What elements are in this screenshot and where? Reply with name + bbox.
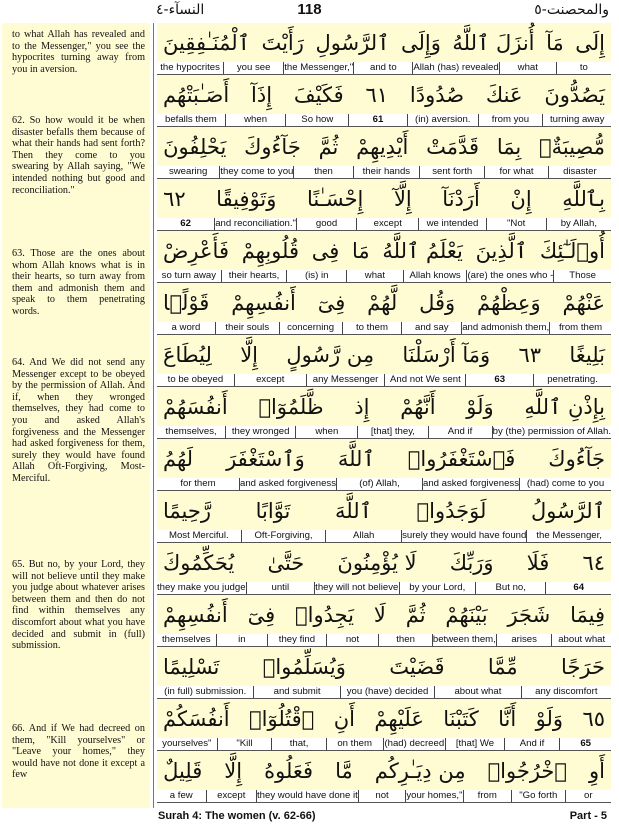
arabic-word: ٱخْرُجُوا۟ [487,758,568,783]
gloss-cell: and say [402,322,462,334]
arabic-word: فِىٓ [247,602,276,627]
arabic-word: عَنكَ [485,82,523,107]
arabic-word: شَجَرَ [507,602,551,627]
arabic-word: بِٱللَّهِ [562,186,605,211]
arabic-word: ٱلرَّسُولُ [531,498,605,523]
gloss-cell: when [226,114,287,126]
arabic-word: فَٱسْتَغْفَرُوا۟ [407,446,516,471]
english-gloss-line [157,738,611,751]
word-row [157,75,611,127]
gloss-cell: by (the) permission of Allah. [492,426,612,437]
english-gloss-line [157,62,611,75]
gloss-cell: And not We sent [385,374,466,386]
word-row [157,751,611,803]
gloss-cell: good [297,218,357,230]
verse-continuation: to what Allah has revealed and to the Messenger," you see the hypocrites turning away from you in aversion. [12,29,145,75]
arabic-word: أَوِ [589,758,605,783]
gloss-cell: then [379,634,433,646]
gloss-cell: a word [157,322,216,334]
arabic-word: عَنْهُمْ [562,290,605,315]
verse-number-cell: 63 [466,374,534,386]
arabic-word: وَلَوْ [535,706,564,731]
arabic-word: يَصُدُّونَ [544,82,605,107]
english-gloss-line [157,686,611,699]
arabic-line [157,75,611,114]
arabic-word: وَلَوْ [466,394,494,419]
arabic-word: فَكَيْفَ [293,82,344,107]
arabic-line [157,23,611,62]
arabic-word: يَجِدُوا۟ [295,602,355,627]
arabic-word: ظَّلَمُوٓا۟ [258,394,324,419]
gloss-cell: swearing [157,166,220,178]
arabic-line [157,699,611,738]
verse-66: 66. And if We had decreed on them, "Kill yourselves" or "Leave your homes," they would have not done it except a few [12,723,145,781]
verse-62: 62. So how would it be when disaster befalls them because of what their hands had sent forth? Then they come to you swearing by Allah saying, "We intended nothing but good and reconciliation." [12,115,145,196]
arabic-word: أَصَـٰبَتْهُم [163,82,230,107]
gloss-cell: (had) come to you [526,478,605,489]
arabic-line [157,543,611,582]
arabic-word: لَهُمُ [163,446,194,471]
gloss-cell: we intended [419,218,486,230]
gloss-cell: and asked forgiveness [240,478,336,489]
arabic-word: مِن دِيَـٰرِكُم [374,758,466,783]
gloss-cell: except [357,218,419,230]
arabic-line [157,439,611,478]
gloss-cell: surely they would have found [402,530,527,541]
arabic-word: ٦٤ [582,550,605,575]
arabic-line [157,179,611,218]
gloss-cell: (had) decreed [384,738,445,749]
gloss-cell: befalls them [157,114,226,126]
gloss-cell: they would have done it [257,790,358,801]
gloss-cell: "Not [487,218,547,230]
gloss-cell: arises [497,634,553,646]
gloss-cell: disaster [563,166,597,177]
arabic-word: مُّصِيبَةٌۢ [539,134,605,159]
gloss-cell: Allah knows [404,270,468,282]
gloss-cell: "Go forth [512,790,566,802]
arabic-line [157,387,611,426]
verse-65: 65. But no, by your Lord, they will not believe until they make you judge about whatever arises between them and then do not find within themselves any discomfort about what you have decided and submit in (full) submission. [12,559,145,652]
arabic-line [157,127,611,166]
arabic-word: فَلَا [526,550,550,575]
arabic-word: بِمَا [496,134,522,159]
arabic-word: أَنفُسَكُمْ [163,706,230,731]
arabic-word: فَأَعْرِضْ [163,238,229,263]
gloss-cell: [that] We [446,738,505,750]
gloss-cell: they make you judge [157,582,246,593]
gloss-cell: sent forth [420,166,485,178]
arabic-word: لَوَجَدُوا۟ [416,498,487,523]
arabic-word: فِيمَا [570,602,605,627]
gloss-cell: their hands [354,166,420,178]
arabic-word: تَوَّابًا [255,498,291,523]
arabic-word: فِى [311,238,340,263]
arabic-word: وَتَوْفِيقًا [216,186,277,211]
verse-number-cell: 61 [349,114,408,126]
part-name-header: والمحصنت-٥ [534,2,609,18]
gloss-cell: concerning [280,322,343,334]
gloss-cell: for what [485,166,548,178]
word-row [157,595,611,647]
gloss-cell: that, [272,738,327,750]
arabic-word: لِيُطَاعَ [163,342,212,367]
english-gloss-line [157,114,611,127]
arabic-word: مِن رَّسُولٍ [286,342,375,367]
gloss-cell: the hypocrites [157,62,224,74]
arabic-word: أَنَّهُمْ [400,394,436,419]
word-row [157,699,611,751]
arabic-word: إِلَّا [240,342,259,367]
gloss-cell: And if [429,426,493,438]
gloss-cell: they will not believe [315,582,399,593]
arabic-word: أُو۟لَـٰٓئِكَ [539,238,605,263]
gloss-cell: (are) the ones who - [467,270,554,281]
english-gloss-line [157,790,611,803]
arabic-word: ٦٣ [518,342,542,367]
gloss-cell: any discomfort [535,686,598,697]
gloss-cell: from you [479,114,544,126]
gloss-cell: Oft-Forgiving, [242,530,327,542]
arabic-line [157,491,611,530]
verse-number-cell: 62 [157,218,215,230]
gloss-cell: to [579,62,588,73]
gloss-cell: a few [157,790,207,802]
english-gloss-line [157,478,611,491]
arabic-word: إِلَّا [224,758,243,783]
gloss-cell: what [347,270,404,282]
arabic-word: وَٱسْتَغْفَرَ [226,446,305,471]
arabic-word: إِلَى [575,30,605,55]
arabic-word: ثُمَّ [405,602,426,627]
english-gloss-line [157,218,611,231]
arabic-word: مَا [352,238,370,263]
gloss-cell: themselves [157,634,217,646]
arabic-word: أَنِ [333,706,355,731]
arabic-word: ٦٥ [582,706,605,731]
gloss-cell: between them, [432,634,496,645]
english-gloss-line [157,270,611,283]
gloss-cell: (in) aversion. [408,114,479,126]
gloss-cell: (in full) submission. [157,686,254,698]
arabic-word: ٦٢ [163,186,186,211]
gloss-cell: and submit [254,686,340,698]
arabic-word: حَرَجًا [561,654,605,679]
gloss-cell: Allah [326,530,402,542]
arabic-line [157,283,611,322]
arabic-word: أَنفُسِهِمْ [163,602,228,627]
surah-name-header: النسآء-٤ [156,2,205,18]
arabic-word: إِحْسَـٰنًا [306,186,364,211]
arabic-word: أَنفُسِهِمْ [231,290,296,315]
gloss-cell: yourselves" [157,738,218,750]
word-row [157,283,611,335]
gloss-cell: until [247,582,315,594]
gloss-cell: not [359,790,407,802]
arabic-word: مَآ [546,30,564,55]
word-row [157,23,611,75]
gloss-cell: Most Merciful. [157,530,242,542]
gloss-cell: any Messenger [307,374,386,386]
page-number: 118 [297,1,322,18]
gloss-cell: they come to you [220,166,294,177]
word-row [157,647,611,699]
arabic-word: وَمَآ أَرْسَلْنَا [402,342,491,367]
arabic-word: لَّهُمْ [367,290,398,315]
arabic-word: قَوْلًۢا [163,290,210,315]
word-row [157,491,611,543]
translation-panel [2,23,150,808]
arabic-word: عَلَيْهِمْ [374,706,424,731]
gloss-cell: then [294,166,353,178]
word-row [157,179,611,231]
gloss-cell: except [207,790,258,802]
gloss-cell: about what [558,634,606,645]
gloss-cell: So how [286,114,349,126]
gloss-cell: (is) in [287,270,347,282]
gloss-cell: what [500,62,557,74]
gloss-cell: from [464,790,513,802]
verse-64: 64. And We did not send any Messenger except to be obeyed by the permission of Allah. And if, when they wronged themselves, they had come to you and asked Allah's forgiveness and the Messenger had asked forgiveness for them, surely they would have found Allah Oft-Forgiving, Most-Merciful. [12,357,145,484]
verse-number-cell: 65 [580,738,592,749]
gloss-cell: [that] they, [358,426,428,438]
arabic-word: صُدُودًا [409,82,465,107]
gloss-cell: on them [327,738,384,750]
arabic-word: مَّا [335,758,353,783]
arabic-word: جَآءُوكَ [548,446,605,471]
word-row [157,127,611,179]
gloss-cell: they wronged [226,426,296,438]
gloss-cell: "Kill [218,738,273,750]
arabic-word: أَيْدِيهِمْ [356,134,409,159]
arabic-word: ٱللَّهَ [337,446,375,471]
gloss-cell: penetrating. [547,374,598,385]
arabic-word: يَعْلَمُ ٱللَّهُ [382,238,463,263]
verse-63: 63. Those are the ones about whom Allah knows what is in their hearts, so turn away from them and admonish them and speak to them penetrating words. [12,248,145,317]
english-gloss-line [157,582,611,595]
gloss-cell: by your Lord, [400,582,476,594]
word-row [157,335,611,387]
gloss-cell: or [584,790,593,801]
gloss-cell: in [217,634,269,646]
gloss-cell: But no, [476,582,546,594]
arabic-word: بَيْنَهُمْ [445,602,488,627]
gloss-cell: the Messenger," [284,62,354,73]
gloss-cell: Allah (has) revealed [413,62,499,73]
arabic-word: لَا [373,602,386,627]
english-gloss-line [157,634,611,647]
gloss-cell: to be obeyed [157,374,235,386]
gloss-cell: (of) Allah, [337,478,423,490]
arabic-word: ٱلرَّسُولِ [315,30,390,55]
word-row [157,439,611,491]
gloss-cell: and admonish them, [462,322,550,333]
arabic-word: إِذ [354,394,370,419]
gloss-cell: except [235,374,307,386]
arabic-word: يَحْلِفُونَ [163,134,227,159]
gloss-cell: their hearts, [222,270,288,282]
arabic-word: قَلِيلٌ [163,758,203,783]
gloss-cell: Those [569,270,596,281]
arabic-word: بَلِيغًا [569,342,605,367]
arabic-word: رَأَيْتَ [261,30,304,55]
english-gloss-line [157,530,611,543]
arabic-word: جَآءُوكَ [244,134,301,159]
english-gloss-line [157,322,611,335]
gloss-cell: And if [505,738,561,750]
arabic-word: وَإِلَى [400,30,441,55]
arabic-word: تَسْلِيمًا [163,654,220,679]
arabic-line [157,335,611,374]
gloss-cell: by Allah, [560,218,597,229]
arabic-word: وَعِظْهُمْ [477,290,541,315]
gloss-cell: turning away [549,114,605,125]
page-header [0,0,619,22]
arabic-word: قَدَّمَتْ [426,134,480,159]
gloss-cell: so turn away [157,270,222,282]
arabic-word: بِإِذْنِ ٱللَّهِ [524,394,605,419]
gloss-cell: and reconciliation." [215,218,296,229]
gloss-cell: when [296,426,358,438]
gloss-cell: they find [268,634,327,646]
word-row [157,231,611,283]
arabic-word: أَرَدْنَآ [442,186,480,211]
arabic-word: لَا يُؤْمِنُونَ [337,550,417,575]
gloss-cell: your homes," [406,790,463,801]
gloss-cell: the Messenger, [536,530,602,541]
arabic-line [157,231,611,270]
arabic-word: قَضَيْتَ [389,654,445,679]
word-row [157,543,611,595]
arabic-word: قُلُوبِهِمْ [241,238,300,263]
english-gloss-line [157,374,611,387]
arabic-word: مِّمَّا [487,654,518,679]
arabic-word: ٱقْتُلُوٓا۟ [249,706,315,731]
arabic-word: أُنزَلَ ٱللَّهُ [452,30,535,55]
arabic-word: كَتَبْنَا [443,706,479,731]
arabic-word: إِذَآ [251,82,273,107]
verse-number-cell: 64 [573,582,585,593]
footer-surah: Surah 4: The women (v. 62-66) [158,810,316,822]
arabic-word: رَّحِيمًا [163,498,212,523]
gloss-cell: for them [157,478,240,490]
gloss-cell: you (have) decided [341,686,435,698]
footer-part: Part - 5 [569,810,607,822]
arabic-word: وَرَبِّكَ [449,550,494,575]
gloss-cell: not [327,634,380,646]
word-by-word-grid [157,23,611,808]
arabic-word: فَعَلُوهُ [264,758,314,783]
word-row [157,387,611,439]
english-gloss-line [157,166,611,179]
arabic-line [157,595,611,634]
arabic-word: أَنَّا [498,706,517,731]
arabic-word: فِىٓ [317,290,346,315]
arabic-word: وَيُسَلِّمُوا۟ [262,654,346,679]
arabic-word: إِنْ [510,186,532,211]
arabic-word: حَتَّىٰ [267,550,305,575]
arabic-word: ٱلْمُنَـٰفِقِينَ [163,30,250,55]
gloss-cell: you see [224,62,284,74]
arabic-word: ٱللَّهَ [335,498,372,523]
english-gloss-line [157,426,611,439]
column-divider [153,23,154,808]
arabic-word: يُحَكِّمُوكَ [163,550,235,575]
gloss-cell: and asked forgiveness [423,478,519,489]
gloss-cell: their souls [216,322,280,334]
gloss-cell: about what [435,686,521,698]
arabic-line [157,647,611,686]
arabic-word: وَقُل [419,290,456,315]
arabic-word: إِلَّآ [393,186,412,211]
gloss-cell: from them [558,322,603,333]
arabic-word: ثُمَّ [318,134,339,159]
arabic-word: أَنفُسَهُمْ [163,394,228,419]
gloss-cell: and to [354,62,413,74]
arabic-line [157,751,611,790]
arabic-word: ٱلَّذِينَ [475,238,528,263]
gloss-cell: to them [343,322,403,334]
gloss-cell: themselves, [157,426,226,438]
arabic-word: ٦١ [365,82,389,107]
